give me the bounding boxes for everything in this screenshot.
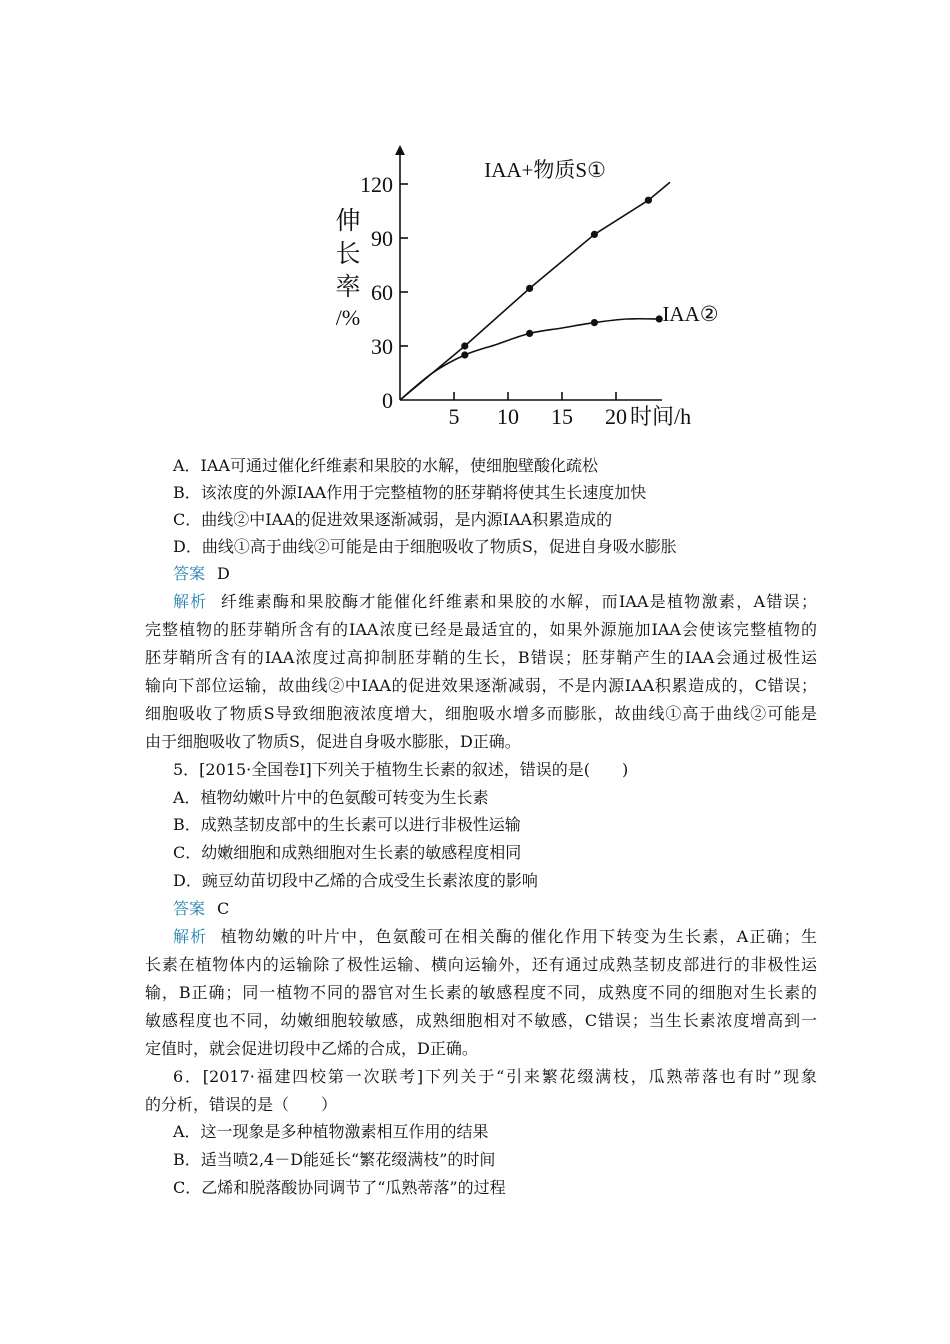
q4-option-a: A．IAA可通过催化纤维素和果胶的水解，使细胞壁酸化疏松 [173,456,598,475]
q4-answer-value: D [217,564,230,583]
q5-stem: 5．[2015·全国卷Ⅰ]下列关于植物生长素的叙述，错误的是( ) [173,760,629,779]
q6-option-c: C．乙烯和脱落酸协同调节了“瓜熟蒂落”的过程 [173,1178,506,1197]
q4-analysis-line: 胚芽鞘所含有的IAA浓度过高抑制胚芽鞘的生长，B错误；胚芽鞘产生的IAA会通过极性运 [145,648,817,667]
q5-option-a: A．植物幼嫩叶片中的色氨酸可转变为生长素 [173,788,489,807]
q4-analysis-line: 细胞吸收了物质S导致细胞液浓度增大，细胞吸水增多而膨胀，故曲线①高于曲线②可能是 [145,704,817,723]
q5-analysis-line [173,927,817,947]
y-tick-label: 60 [371,280,393,305]
q5-answer [173,899,229,919]
q4-option-d: D．曲线①高于曲线②可能是由于细胞吸收了物质S，促进自身吸水膨胀 [173,537,677,556]
q6-stem-line: 的分析，错误的是（ ） [145,1095,338,1114]
data-point [461,342,468,349]
q6-stem-line: 6．[2017·福建四校第一次联考]下列关于“引来繁花缀满枝，瓜熟蒂落也有时”现象 [173,1067,817,1086]
data-point [645,197,652,204]
y-tick-label: 0 [382,388,393,413]
y-tick-label: 30 [371,334,393,359]
q5-analysis-line: 敏感程度也不同，幼嫩细胞较敏感，成熟细胞相对不敏感，C错误；当生长素浓度增高到一 [145,1011,817,1030]
q4-option-c: C．曲线②中IAA的促进效果逐渐减弱，是内源IAA积累造成的 [173,510,613,529]
q4-analysis-text: 纤维素酶和果胶酶才能催化纤维素和果胶的水解，而IAA是植物激素，A错误； [219,592,817,611]
y-tick-label: 90 [371,226,393,251]
data-point [591,319,598,326]
legend-iaa-plus-s: IAA+物质S① [484,157,606,182]
markers-iaa-plus-s [461,197,652,350]
x-ticks [449,392,628,429]
q5-analysis-label: 解析 [173,927,208,946]
y-label-char: 率 [335,274,361,301]
q5-option-d: D．豌豆幼苗切段中乙烯的合成受生长素浓度的影响 [173,871,538,890]
legend-iaa: IAA② [662,301,719,326]
q4-analysis-line [173,592,817,612]
q5-analysis-line: 输，B正确；同一植物不同的器官对生长素的敏感程度不同，成熟度不同的细胞对生长素的 [145,983,817,1002]
x-tick-label: 15 [551,404,573,429]
q4-option-b: B．该浓度的外源IAA作用于完整植物的胚芽鞘将使其生长速度加快 [173,483,647,502]
q5-analysis-line: 长素在植物体内的运输除了极性运输、横向运输外，还有通过成熟茎韧皮部进行的非极性运 [145,955,817,974]
q4-analysis-label: 解析 [173,592,208,611]
q4-analysis-line: 由于细胞吸收了物质S，促进自身吸水膨胀，D正确。 [145,732,521,751]
x-tick-label: 10 [497,404,519,429]
q4-analysis-line: 完整植物的胚芽鞘所含有的IAA浓度已经是最适宜的，如果外源施加IAA会使该完整植物的 [145,620,817,639]
y-tick-label: 120 [360,172,393,197]
q5-analysis-text: 植物幼嫩的叶片中，色氨酸可在相关酶的催化作用下转变为生长素，A正确；生 [219,927,817,946]
q6-option-b: B．适当喷2,4－D能延长“繁花缀满枝”的时间 [173,1150,496,1169]
q5-option-b: B．成熟茎韧皮部中的生长素可以进行非极性运输 [173,815,521,834]
q5-answer-label: 答案 [173,899,206,918]
y-label-char: /% [335,305,361,330]
q4-answer-label: 答案 [173,564,206,583]
q5-analysis-line: 定值时，就会促进切段中乙烯的合成，D正确。 [145,1039,478,1058]
q5-answer-value: C [217,899,230,918]
y-axis-label [335,207,360,330]
q6-option-a: A．这一现象是多种植物激素相互作用的结果 [173,1122,489,1141]
x-axis-label: 时间/h [630,404,692,429]
data-point [526,285,533,292]
q5-option-c: C．幼嫩细胞和成熟细胞对生长素的敏感程度相同 [173,843,522,862]
x-tick-label: 5 [448,404,460,429]
x-tick-label: 20 [605,404,627,429]
data-point [526,330,533,337]
data-point [461,351,468,358]
data-point [591,231,598,238]
growth-rate-chart [310,125,719,455]
y-label-char: 长 [335,241,361,268]
y-label-char: 伸 [335,208,361,235]
q4-analysis-line: 输向下部位运输，故曲线②中IAA的促进效果逐渐减弱，不是内源IAA积累造成的，C错误； [145,676,817,695]
q4-answer [173,564,230,584]
